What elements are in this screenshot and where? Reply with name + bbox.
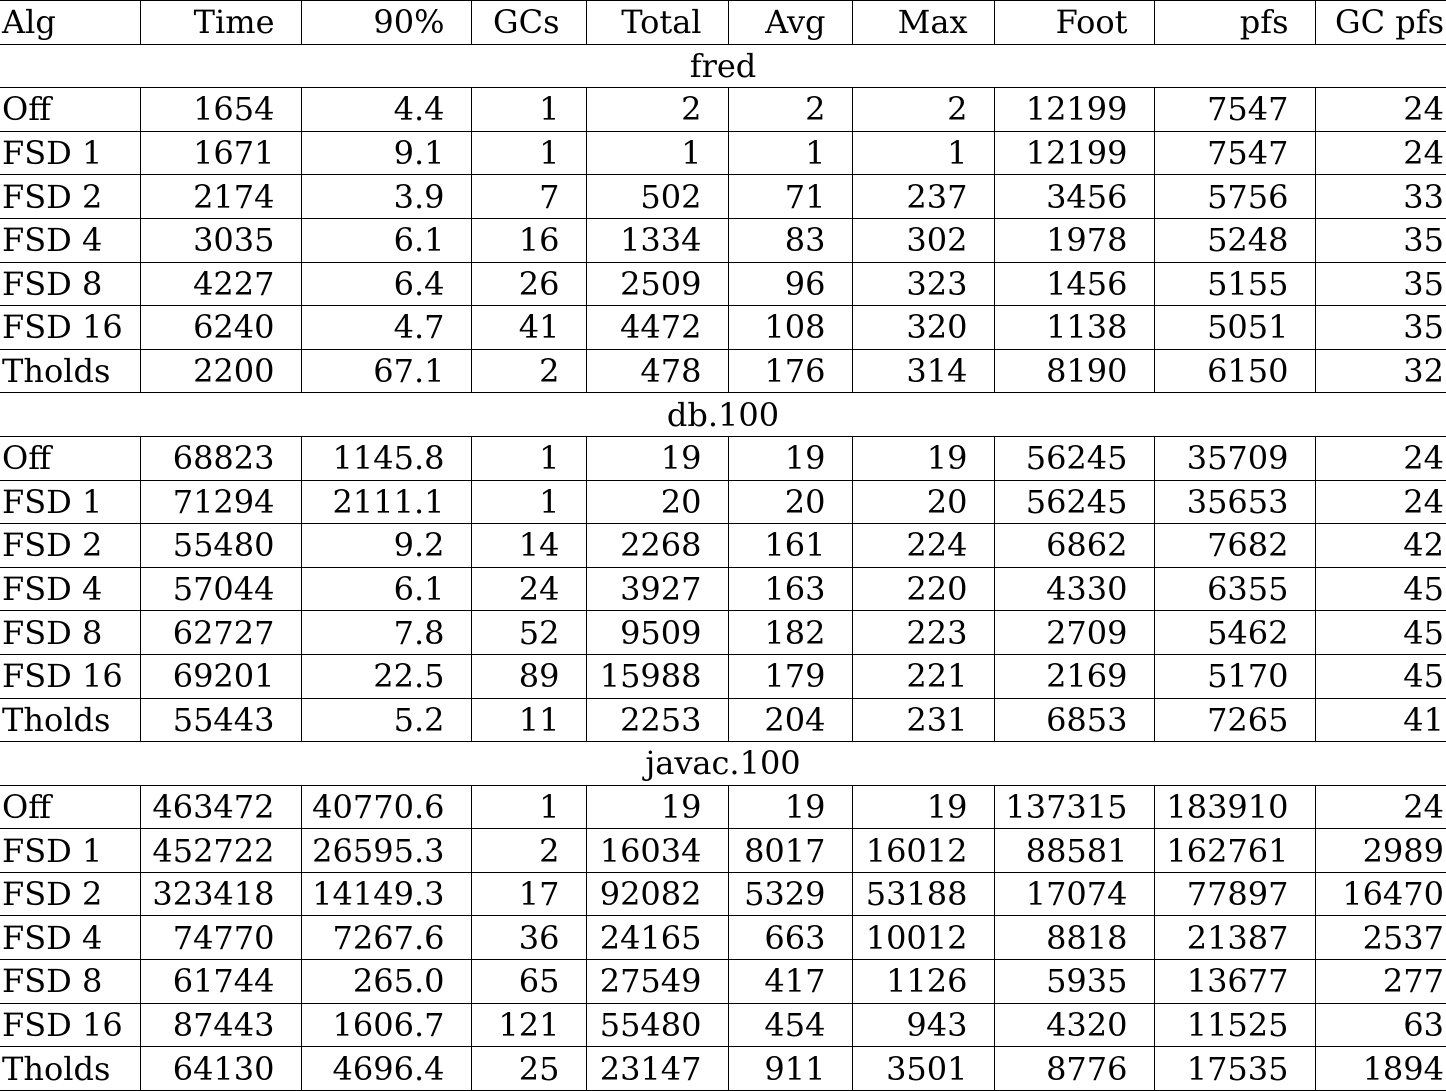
table-cell: 32	[1315, 349, 1446, 393]
table-cell: 1	[852, 131, 994, 175]
table-row	[0, 916, 1446, 960]
table-cell: 1	[471, 131, 586, 175]
table-cell: 16470	[1315, 872, 1446, 916]
table-row	[0, 872, 1446, 916]
table-row	[0, 262, 1446, 306]
table-body	[0, 44, 1446, 1090]
table-cell: 1456	[994, 262, 1154, 306]
table-row	[0, 785, 1446, 829]
table-cell: 61744	[140, 960, 301, 1004]
table-cell: 1978	[994, 218, 1154, 262]
table-cell: 277	[1315, 960, 1446, 1004]
row-label: FSD 16	[0, 654, 140, 698]
table-cell: 320	[852, 306, 994, 350]
column-header-gc-pfs: GC pfs	[1315, 1, 1446, 45]
table-cell: 663	[728, 916, 852, 960]
table-row	[0, 524, 1446, 568]
table-cell: 7547	[1154, 88, 1315, 132]
table-cell: 14149.3	[301, 872, 471, 916]
table-cell: 224	[852, 524, 994, 568]
table-row	[0, 1047, 1446, 1091]
table-cell: 4.4	[301, 88, 471, 132]
table-cell: 26	[471, 262, 586, 306]
table-cell: 1145.8	[301, 436, 471, 480]
table-cell: 55480	[140, 524, 301, 568]
table-cell: 19	[586, 436, 728, 480]
row-label: Tholds	[0, 698, 140, 742]
table-cell: 452722	[140, 829, 301, 873]
table-cell: 162761	[1154, 829, 1315, 873]
row-label: Off	[0, 88, 140, 132]
table-cell: 8017	[728, 829, 852, 873]
table-cell: 11525	[1154, 1003, 1315, 1047]
table-cell: 1126	[852, 960, 994, 1004]
table-cell: 24	[471, 567, 586, 611]
table-cell: 137315	[994, 785, 1154, 829]
table-cell: 478	[586, 349, 728, 393]
table-cell: 2	[728, 88, 852, 132]
table-cell: 16	[471, 218, 586, 262]
table-row	[0, 175, 1446, 219]
table-cell: 1	[586, 131, 728, 175]
table-cell: 3501	[852, 1047, 994, 1091]
table-cell: 4.7	[301, 306, 471, 350]
table-cell: 35653	[1154, 480, 1315, 524]
table-cell: 220	[852, 567, 994, 611]
table-cell: 56245	[994, 436, 1154, 480]
table-cell: 11	[471, 698, 586, 742]
column-header-avg: Avg	[728, 1, 852, 45]
table-cell: 5756	[1154, 175, 1315, 219]
table-cell: 21387	[1154, 916, 1315, 960]
row-label: FSD 8	[0, 262, 140, 306]
column-header-time: Time	[140, 1, 301, 45]
table-cell: 53188	[852, 872, 994, 916]
table-cell: 25	[471, 1047, 586, 1091]
table-cell: 2253	[586, 698, 728, 742]
table-cell: 8190	[994, 349, 1154, 393]
table-cell: 5462	[1154, 611, 1315, 655]
column-header-alg: Alg	[0, 1, 140, 45]
table-row	[0, 567, 1446, 611]
table-cell: 1	[471, 785, 586, 829]
table-cell: 74770	[140, 916, 301, 960]
table-cell: 6.1	[301, 567, 471, 611]
header-row	[0, 1, 1446, 45]
table-cell: 40770.6	[301, 785, 471, 829]
row-label: FSD 1	[0, 480, 140, 524]
column-header-foot: Foot	[994, 1, 1154, 45]
table-row	[0, 960, 1446, 1004]
table-cell: 62727	[140, 611, 301, 655]
table-cell: 83	[728, 218, 852, 262]
column-header-max: Max	[852, 1, 994, 45]
table-cell: 5.2	[301, 698, 471, 742]
table-cell: 77897	[1154, 872, 1315, 916]
table-cell: 2111.1	[301, 480, 471, 524]
table-cell: 56245	[994, 480, 1154, 524]
table-cell: 302	[852, 218, 994, 262]
table-cell: 26595.3	[301, 829, 471, 873]
table-cell: 17535	[1154, 1047, 1315, 1091]
table-row	[0, 480, 1446, 524]
row-label: FSD 4	[0, 567, 140, 611]
table-cell: 69201	[140, 654, 301, 698]
table-cell: 20	[586, 480, 728, 524]
table-cell: 22.5	[301, 654, 471, 698]
table-row	[0, 88, 1446, 132]
table-cell: 9.2	[301, 524, 471, 568]
table-row	[0, 349, 1446, 393]
row-label: Off	[0, 436, 140, 480]
column-header-pfs: pfs	[1154, 1, 1315, 45]
row-label: FSD 4	[0, 916, 140, 960]
table-cell: 237	[852, 175, 994, 219]
table-cell: 24	[1315, 480, 1446, 524]
column-header-gcs: GCs	[471, 1, 586, 45]
table-cell: 20	[852, 480, 994, 524]
table-cell: 17074	[994, 872, 1154, 916]
table-cell: 454	[728, 1003, 852, 1047]
table-cell: 179	[728, 654, 852, 698]
row-label: FSD 2	[0, 175, 140, 219]
table-cell: 3927	[586, 567, 728, 611]
table-cell: 502	[586, 175, 728, 219]
table-cell: 35	[1315, 218, 1446, 262]
table-cell: 6.4	[301, 262, 471, 306]
table-cell: 6355	[1154, 567, 1315, 611]
row-label: FSD 16	[0, 1003, 140, 1047]
table-cell: 1	[471, 88, 586, 132]
table-cell: 1671	[140, 131, 301, 175]
table-row	[0, 218, 1446, 262]
table-cell: 52	[471, 611, 586, 655]
row-label: Tholds	[0, 349, 140, 393]
table-cell: 7682	[1154, 524, 1315, 568]
table-cell: 57044	[140, 567, 301, 611]
table-cell: 71	[728, 175, 852, 219]
table-cell: 16012	[852, 829, 994, 873]
table-cell: 35	[1315, 262, 1446, 306]
table-cell: 19	[852, 436, 994, 480]
row-label: FSD 2	[0, 872, 140, 916]
table-cell: 231	[852, 698, 994, 742]
table-cell: 7265	[1154, 698, 1315, 742]
table-cell: 2174	[140, 175, 301, 219]
table-cell: 12199	[994, 131, 1154, 175]
table-cell: 65	[471, 960, 586, 1004]
table-cell: 24	[1315, 88, 1446, 132]
table-cell: 2	[852, 88, 994, 132]
table-cell: 911	[728, 1047, 852, 1091]
section-header-row	[0, 44, 1446, 88]
table-cell: 265.0	[301, 960, 471, 1004]
row-label: FSD 8	[0, 960, 140, 1004]
table-cell: 183910	[1154, 785, 1315, 829]
table-cell: 5170	[1154, 654, 1315, 698]
table-cell: 3035	[140, 218, 301, 262]
table-row	[0, 1003, 1446, 1047]
table-cell: 7	[471, 175, 586, 219]
section-title: javac.100	[645, 744, 801, 783]
table-cell: 463472	[140, 785, 301, 829]
table-cell: 163	[728, 567, 852, 611]
row-label: Tholds	[0, 1047, 140, 1091]
table-cell: 2	[471, 349, 586, 393]
table-cell: 9509	[586, 611, 728, 655]
table-cell: 2200	[140, 349, 301, 393]
table-cell: 6150	[1154, 349, 1315, 393]
table-cell: 4696.4	[301, 1047, 471, 1091]
table-cell: 417	[728, 960, 852, 1004]
table-cell: 176	[728, 349, 852, 393]
table-cell: 6862	[994, 524, 1154, 568]
table-cell: 9.1	[301, 131, 471, 175]
table-cell: 45	[1315, 611, 1446, 655]
table-cell: 4330	[994, 567, 1154, 611]
table-cell: 24	[1315, 131, 1446, 175]
table-cell: 182	[728, 611, 852, 655]
table-cell: 5935	[994, 960, 1154, 1004]
table-cell: 221	[852, 654, 994, 698]
table-cell: 24	[1315, 436, 1446, 480]
table-cell: 2989	[1315, 829, 1446, 873]
table-cell: 92082	[586, 872, 728, 916]
table-cell: 2537	[1315, 916, 1446, 960]
table-cell: 20	[728, 480, 852, 524]
table-row	[0, 306, 1446, 350]
table-cell: 323	[852, 262, 994, 306]
table-cell: 8818	[994, 916, 1154, 960]
table-cell: 68823	[140, 436, 301, 480]
table-row	[0, 829, 1446, 873]
table-cell: 4227	[140, 262, 301, 306]
table-cell: 64130	[140, 1047, 301, 1091]
table-cell: 13677	[1154, 960, 1315, 1004]
row-label: FSD 8	[0, 611, 140, 655]
table-cell: 1334	[586, 218, 728, 262]
table-cell: 2	[471, 829, 586, 873]
table-cell: 41	[1315, 698, 1446, 742]
table-cell: 121	[471, 1003, 586, 1047]
table-cell: 67.1	[301, 349, 471, 393]
table-row	[0, 654, 1446, 698]
table-cell: 1654	[140, 88, 301, 132]
table-cell: 2169	[994, 654, 1154, 698]
table-cell: 88581	[994, 829, 1154, 873]
table-cell: 15988	[586, 654, 728, 698]
table-cell: 35	[1315, 306, 1446, 350]
table-cell: 204	[728, 698, 852, 742]
table-cell: 55443	[140, 698, 301, 742]
table-cell: 17	[471, 872, 586, 916]
table-cell: 87443	[140, 1003, 301, 1047]
table-cell: 1894	[1315, 1047, 1446, 1091]
table-cell: 42	[1315, 524, 1446, 568]
table-cell: 33	[1315, 175, 1446, 219]
table-cell: 2509	[586, 262, 728, 306]
table-row	[0, 131, 1446, 175]
table-cell: 8776	[994, 1047, 1154, 1091]
table-cell: 63	[1315, 1003, 1446, 1047]
table-cell: 5051	[1154, 306, 1315, 350]
table-cell: 943	[852, 1003, 994, 1047]
table-cell: 1138	[994, 306, 1154, 350]
table-cell: 2709	[994, 611, 1154, 655]
section-header-row	[0, 393, 1446, 437]
table-cell: 45	[1315, 567, 1446, 611]
table-cell: 1	[728, 131, 852, 175]
table-cell: 10012	[852, 916, 994, 960]
table-cell: 12199	[994, 88, 1154, 132]
table-cell: 3.9	[301, 175, 471, 219]
table-cell: 4320	[994, 1003, 1154, 1047]
table-cell: 7.8	[301, 611, 471, 655]
table-cell: 5329	[728, 872, 852, 916]
table-cell: 23147	[586, 1047, 728, 1091]
table-cell: 6.1	[301, 218, 471, 262]
table-cell: 89	[471, 654, 586, 698]
table-cell: 4472	[586, 306, 728, 350]
table-cell: 71294	[140, 480, 301, 524]
table-cell: 7547	[1154, 131, 1315, 175]
table-cell: 55480	[586, 1003, 728, 1047]
table-cell: 14	[471, 524, 586, 568]
table-cell: 16034	[586, 829, 728, 873]
row-label: FSD 1	[0, 829, 140, 873]
table-cell: 19	[728, 785, 852, 829]
table-cell: 1606.7	[301, 1003, 471, 1047]
table-cell: 45	[1315, 654, 1446, 698]
table-cell: 19	[728, 436, 852, 480]
table-cell: 6240	[140, 306, 301, 350]
row-label: FSD 1	[0, 131, 140, 175]
table-cell: 314	[852, 349, 994, 393]
table-cell: 35709	[1154, 436, 1315, 480]
column-header-90pct: 90%	[301, 1, 471, 45]
table-cell: 223	[852, 611, 994, 655]
section-title: fred	[689, 46, 757, 85]
row-label: Off	[0, 785, 140, 829]
table-cell: 161	[728, 524, 852, 568]
section-header-row	[0, 742, 1446, 786]
table-cell: 19	[852, 785, 994, 829]
table-cell: 108	[728, 306, 852, 350]
table-cell: 36	[471, 916, 586, 960]
row-label: FSD 16	[0, 306, 140, 350]
table-cell: 323418	[140, 872, 301, 916]
table-row	[0, 611, 1446, 655]
table-cell: 5155	[1154, 262, 1315, 306]
table-row	[0, 698, 1446, 742]
row-label: FSD 2	[0, 524, 140, 568]
table-cell: 24165	[586, 916, 728, 960]
table-cell: 24	[1315, 785, 1446, 829]
table-cell: 6853	[994, 698, 1154, 742]
table-cell: 2	[586, 88, 728, 132]
table-cell: 5248	[1154, 218, 1315, 262]
table-cell: 27549	[586, 960, 728, 1004]
section-title: db.100	[666, 395, 780, 434]
table-cell: 7267.6	[301, 916, 471, 960]
table-cell: 2268	[586, 524, 728, 568]
table-cell: 41	[471, 306, 586, 350]
row-label: FSD 4	[0, 218, 140, 262]
table-cell: 19	[586, 785, 728, 829]
table-cell: 1	[471, 436, 586, 480]
column-header-total: Total	[586, 1, 728, 45]
table-cell: 3456	[994, 175, 1154, 219]
table-row	[0, 436, 1446, 480]
table-cell: 96	[728, 262, 852, 306]
table-cell: 1	[471, 480, 586, 524]
